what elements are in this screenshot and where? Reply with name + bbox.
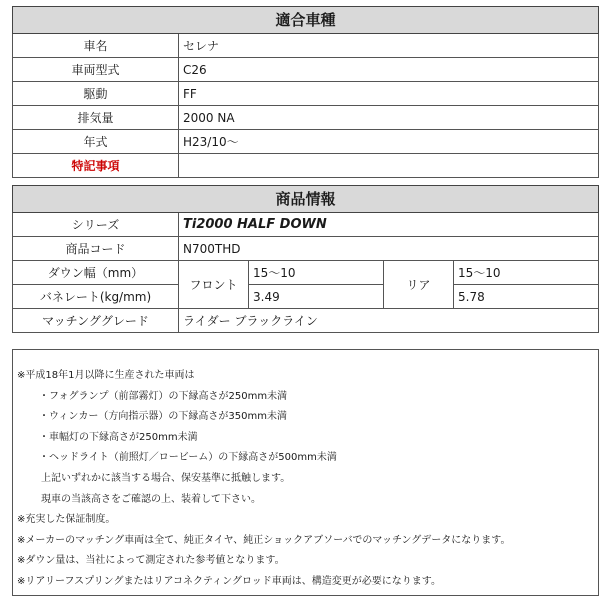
product-code-value: N700THD bbox=[179, 237, 599, 261]
fitment-label-special-notes: 特記事項 bbox=[13, 154, 179, 178]
fitment-row-model-year bbox=[13, 130, 599, 154]
notes-box bbox=[12, 349, 599, 596]
note-line: ・ウィンカー（方向指示器）の下縁高さが350mm未満 bbox=[39, 411, 287, 423]
spring-rate-label: バネレート(kg/mm) bbox=[13, 285, 179, 309]
note-line: ※メーカーのマッチング車両は全て、純正タイヤ、純正ショックアブソーバでのマッチングデータになります。 bbox=[17, 534, 511, 546]
product-info-table bbox=[12, 185, 599, 333]
fitment-label-model-code: 車両型式 bbox=[13, 58, 179, 82]
note-line: ※充実した保証制度。 bbox=[17, 514, 116, 526]
rear-down-value: 15〜10 bbox=[454, 261, 599, 285]
fitment-value-special-notes bbox=[179, 154, 599, 178]
fitment-label-drive: 駆動 bbox=[13, 82, 179, 106]
rear-rate-value: 5.78 bbox=[454, 285, 599, 309]
product-row-matching-grade bbox=[13, 309, 599, 333]
note-line: 上記いずれかに該当する場合、保安基準に抵触します。 bbox=[41, 472, 291, 484]
front-label: フロント bbox=[179, 261, 249, 309]
fitment-row-drive bbox=[13, 82, 599, 106]
fitment-header-row bbox=[13, 7, 599, 34]
series-label: シリーズ bbox=[13, 213, 179, 237]
fitment-value-model-code: C26 bbox=[179, 58, 599, 82]
front-down-value: 15〜10 bbox=[249, 261, 384, 285]
product-row-down-width bbox=[13, 261, 599, 285]
note-line: 現車の当該高さをご確認の上、装着して下さい。 bbox=[41, 493, 261, 505]
fitment-label-displacement: 排気量 bbox=[13, 106, 179, 130]
fitment-value-model-year: H23/10〜 bbox=[179, 130, 599, 154]
fitment-table bbox=[12, 6, 599, 178]
matching-grade-value: ライダー ブラックライン bbox=[179, 309, 599, 333]
product-row-code bbox=[13, 237, 599, 261]
note-line: ※平成18年1月以降に生産された車両は bbox=[17, 370, 195, 381]
series-value: Ti2000 HALF DOWN bbox=[179, 213, 599, 237]
down-width-label: ダウン幅（mm） bbox=[13, 261, 179, 285]
fitment-value-displacement: 2000 NA bbox=[179, 106, 599, 130]
fitment-row-model-code bbox=[13, 58, 599, 82]
fitment-title: 適合車種 bbox=[13, 7, 599, 34]
fitment-row-vehicle-name bbox=[13, 34, 599, 58]
product-title: 商品情報 bbox=[13, 186, 599, 213]
product-row-spring-rate bbox=[13, 285, 599, 309]
note-line: ・フォグランプ（前部霧灯）の下縁高さが250mm未満 bbox=[39, 390, 288, 402]
fitment-row-displacement bbox=[13, 106, 599, 130]
note-line: ・車幅灯の下縁高さが250mm未満 bbox=[39, 431, 198, 443]
fitment-value-drive: FF bbox=[179, 82, 599, 106]
product-row-series bbox=[13, 213, 599, 237]
matching-grade-label: マッチンググレード bbox=[13, 309, 179, 333]
note-line: ・ヘッドライト（前照灯／ロービーム）の下縁高さが500mm未満 bbox=[39, 452, 337, 464]
note-line: ※ダウン量は、当社によって測定された参考値となります。 bbox=[17, 555, 285, 567]
fitment-label-model-year: 年式 bbox=[13, 130, 179, 154]
product-code-label: 商品コード bbox=[13, 237, 179, 261]
fitment-label-vehicle-name: 車名 bbox=[13, 34, 179, 58]
fitment-row-special-notes bbox=[13, 154, 599, 178]
note-line: ※リアリーフスプリングまたはリアコネクティングロッド車両は、構造変更が必要になります。 bbox=[17, 575, 441, 587]
rear-label: リア bbox=[384, 261, 454, 309]
product-header-row bbox=[13, 186, 599, 213]
front-rate-value: 3.49 bbox=[249, 285, 384, 309]
fitment-value-vehicle-name: セレナ bbox=[179, 34, 599, 58]
